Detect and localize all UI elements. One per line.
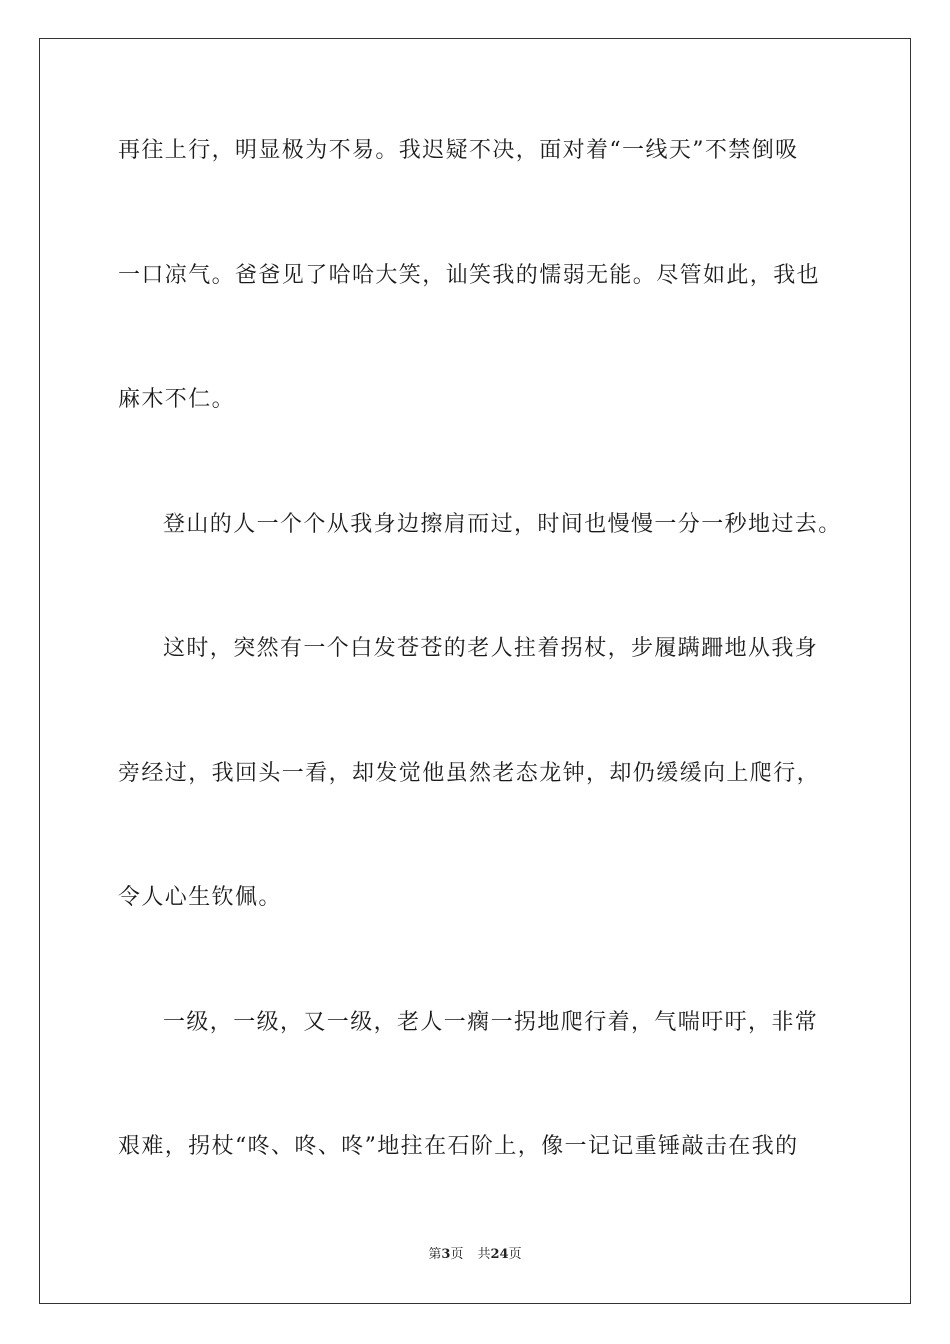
page-border — [39, 38, 911, 1304]
text-line-6: 旁经过，我回头一看，却发觉他虽然老态龙钟，却仍缓缓向上爬行， — [118, 761, 821, 786]
total-suffix: 页 — [508, 1247, 522, 1262]
text-line-8: 一级，一级，又一级，老人一瘸一拐地爬行着，气喘吁吁，非常 — [163, 1010, 819, 1035]
total-pages: 24 — [490, 1247, 509, 1262]
text-line-7: 令人心生钦佩。 — [118, 885, 282, 910]
page-suffix: 页 — [450, 1247, 464, 1262]
page-number: 3 — [441, 1247, 451, 1262]
text-line-5: 这时，突然有一个白发苍苍的老人拄着拐杖，步履蹒跚地从我身 — [163, 636, 819, 661]
total-prefix: 共 — [477, 1247, 491, 1262]
page-prefix: 第 — [428, 1247, 442, 1262]
text-line-1: 再往上行，明显极为不易。我迟疑不决，面对着“一线天”不禁倒吸 — [118, 138, 799, 163]
page-footer — [0, 1246, 950, 1264]
text-line-3: 麻木不仁。 — [118, 387, 236, 412]
text-line-4: 登山的人一个个从我身边擦肩而过，时间也慢慢一分一秒地过去。 — [163, 512, 842, 537]
text-line-9: 艰难，拐杖“咚、咚、咚”地拄在石阶上，像一记记重锤敲击在我的 — [118, 1134, 799, 1159]
text-line-2: 一口凉气。爸爸见了哈哈大笑，讪笑我的懦弱无能。尽管如此，我也 — [118, 263, 821, 288]
